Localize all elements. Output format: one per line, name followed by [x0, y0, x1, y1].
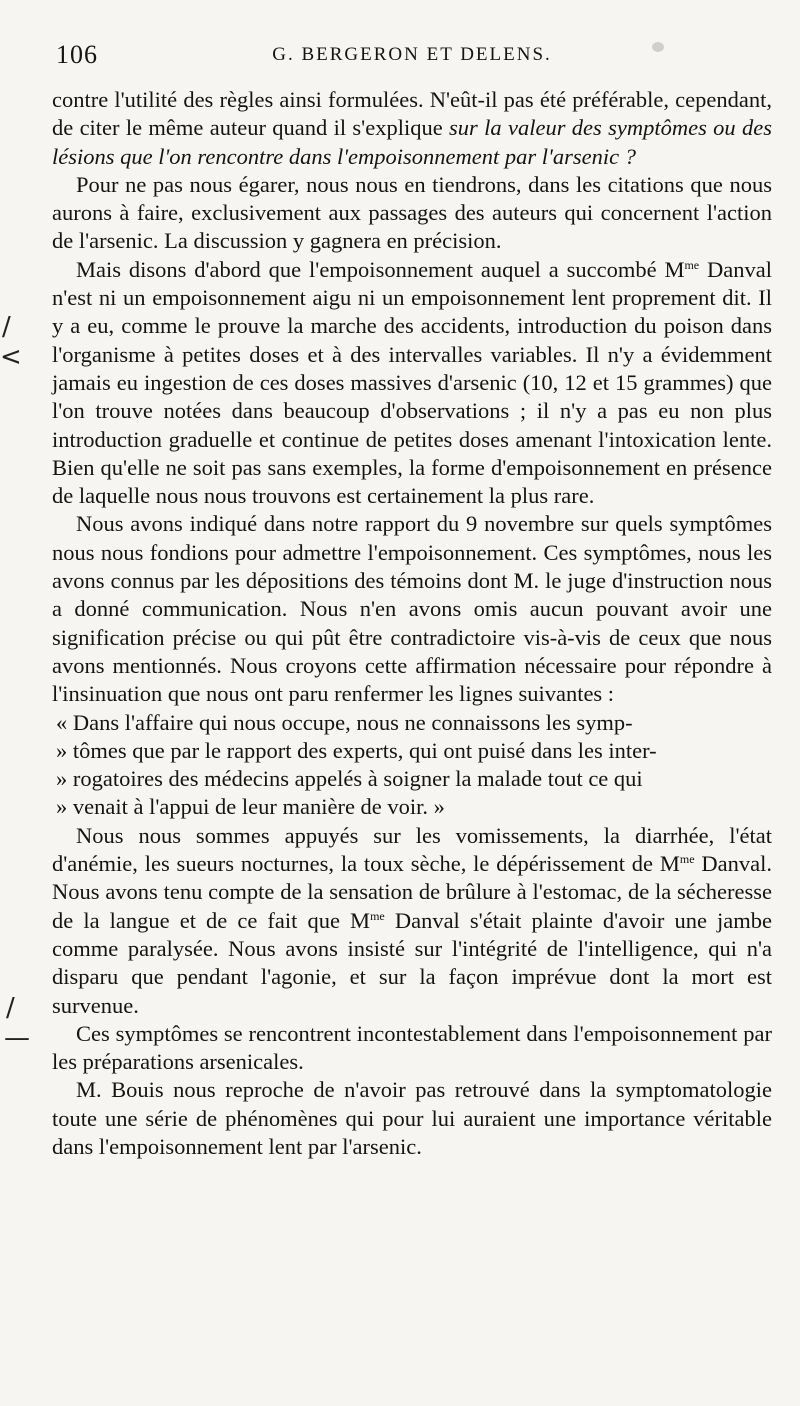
- quotation-line: » rogatoires des médecins appelés à soigner la malade tout ce qui: [56, 766, 643, 792]
- page-header: [52, 40, 772, 74]
- quotation-paragraph: [52, 709, 772, 822]
- text-paragraph: [52, 510, 772, 708]
- superscript: me: [684, 257, 700, 272]
- text-paragraph: [52, 1020, 772, 1077]
- quotation-line: » tômes que par le rapport des experts, qui ont puisé dans les inter-: [56, 737, 657, 763]
- text-run: M. Bouis nous reproche de n'avoir pas retrouvé dans la symptomatologie toute une série de phénomènes qui pour lui auraient une importance véritable dans l'empoisonnement lent par l'arsenic.: [52, 1077, 772, 1159]
- italic-text: sur la valeur des symptômes ou des lésions que l'on rencontre dans l'empoisonnement par l'arsenic ?: [52, 115, 772, 169]
- margin-mark: —: [4, 1023, 30, 1053]
- superscript: me: [679, 852, 695, 867]
- quotation-line: » venait à l'appui de leur manière de voir. »: [56, 794, 445, 820]
- text-paragraph: [52, 256, 772, 511]
- text-run: contre l'utilité des règles ainsi formulées. N'eût-il pas été préférable, cependant, de citer le même auteur quand il s'explique: [52, 87, 772, 141]
- text-paragraph: [52, 822, 772, 1020]
- margin-mark: /: [2, 312, 11, 342]
- text-run: Mais disons d'abord que l'empoisonnement auquel a succombé M: [76, 256, 685, 282]
- text-run: Nous avons indiqué dans notre rapport du 9 novembre sur quels symptômes nous nous fondions pour admettre l'empoisonnement. Ces symptômes, nous les avons connus par les dépositions des témoins dont M. le juge d'instruction nous a donné communication. Nous n'en avons omis aucun pouvant avoir une signification précise ou qui pût être contradictoire vis-à-vis de ceux que nous avons mentionnés. Nous croyons cette affirmation nécessaire pour répondre à l'insinuation que nous ont paru renfermer les lignes suivantes :: [52, 511, 772, 707]
- margin-mark: /: [6, 993, 15, 1023]
- text-paragraph: [52, 171, 772, 256]
- page-number: 106: [56, 40, 98, 69]
- text-run: Nous nous sommes appuyés sur les vomissements, la diarrhée, l'état d'anémie, les sueurs nocturnes, la toux sèche, le dépérissement de M: [52, 822, 772, 877]
- text-run: Ces symptômes se rencontrent incontestablement dans l'empoisonnement par les préparations arsenicales.: [52, 1020, 772, 1075]
- text-run: Danval. Nous avons tenu compte de la sensation de brûlure à l'estomac, de la sécheresse de la langue et de ce fait que M: [52, 851, 772, 933]
- page-speck: [652, 42, 664, 52]
- text-run: Danval s'était plainte d'avoir une jambe comme paralysée. Nous avons insisté sur l'intégrité de l'intelligence, qui n'a disparu que pendant l'agonie, et sur la façon imprévue dont la mort est survenue.: [52, 907, 773, 1018]
- body-text: [52, 86, 772, 1161]
- text-run: Danval n'est ni un empoisonnement aigu ni un empoisonnement lent proprement dit. Il y a eu, comme le prouve la marche des accidents, introduction du poison dans l'organisme à petites doses et à des intervalles variables. Il n'y a évidemment jamais eu ingestion de ces doses massives d'arsenic (10, 12 et 15 grammes) que l'on trouve notées dans beaucoup d'observations ; il n'y a pas eu non plus introduction graduelle et continue de petites doses amenant l'intoxication lente. Bien qu'elle ne soit pas sans exemples, la forme d'empoisonnement en présence de laquelle nous nous trouvons est certainement la plus rare.: [52, 256, 772, 509]
- margin-mark: <: [0, 342, 22, 372]
- text-paragraph: [52, 86, 772, 171]
- superscript: me: [370, 908, 385, 923]
- quotation-line: « Dans l'affaire qui nous occupe, nous ne connaissons les symp-: [56, 709, 633, 735]
- text-run: Pour ne pas nous égarer, nous nous en tiendrons, dans les citations que nous aurons à faire, exclusivement aux passages des auteurs qui concernent l'action de l'arsenic. La discussion y gagnera en précision.: [52, 171, 772, 254]
- text-paragraph: [52, 1076, 772, 1161]
- running-head: G. BERGERON ET DELENS.: [272, 44, 552, 65]
